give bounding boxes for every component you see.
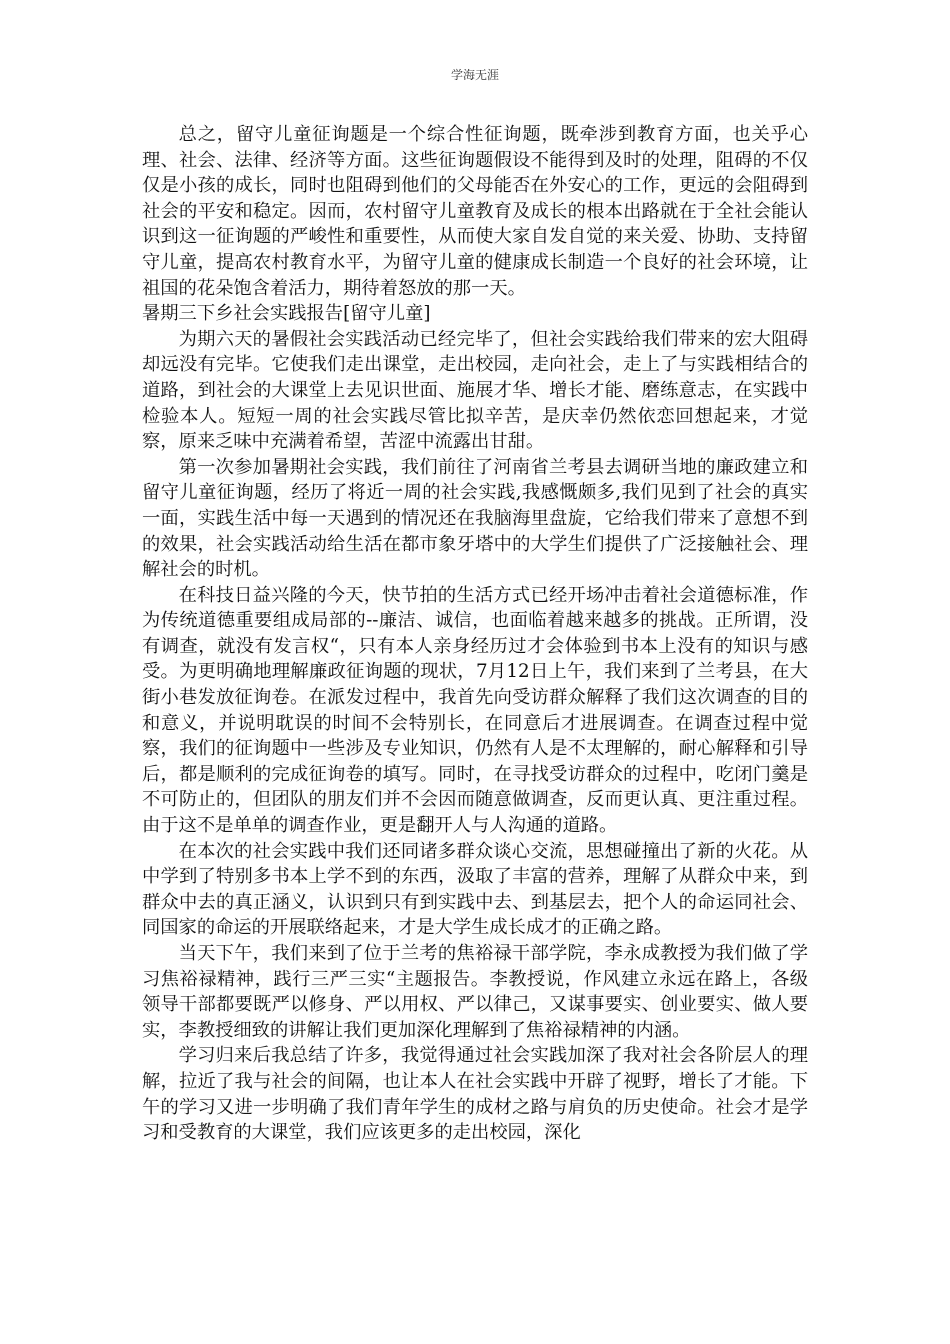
paragraph-summary: 学习归来后我总结了许多，我觉得通过社会实践加深了我对社会各阶层人的理解，拉近了我与社会的间隔，也让本人在社会实践中开辟了视野，增长了才能。下午的学习又进一步明确了我们青年学生的成材之路与肩负的历史使命。社会才是学习和受教育的大课堂，我们应该更多的走出校园，深化	[142, 1045, 808, 1144]
paragraph-survey: 在科技日益兴隆的今天，快节拍的生活方式已经开场冲击着社会道德标准，作为传统道德重要组成局部的--廉洁、诚信，也面临着越来越多的挑战。正所谓，没有调查，就没有发言权“，只有本人亲身经历过才会体验到书本上没有的知识与感受。为更明确地理解廉政征询题的现状，7月12日上午，我们来到了兰考县，在大街小巷发放征询卷。在派发过程中，我首先向受访群众解释了我们这次调查的目的和意义，并说明耽误的时间不会特别长，在同意后才进展调查。在调查过程中觉察，我们的征询题中一些涉及专业知识，仍然有人是不太理解的，耐心解释和引导后，都是顺利的完成征询卷的填写。同时，在寻找受访群众的过程中，吃闭门羹是不可防止的，但团队的朋友们并不会因而随意做调查，反而更认真、更注重过程。由于这不是单单的调查作业，更是翻开人与人沟通的道路。	[142, 584, 808, 837]
paragraph-conclusion: 总之，留守儿童征询题是一个综合性征询题，既牵涉到教育方面，也关乎心理、社会、法律、经济等方面。这些征询题假设不能得到及时的处理，阻碍的不仅仅是小孩的成长，同时也阻碍到他们的父母能否在外安心的工作，更远的会阻碍到社会的平安和稳定。因而，农村留守儿童教育及成长的根本出路就在于全社会能认识到这一征询题的严峻性和重要性，从而使大家自发自觉的来关爱、协助、支持留守儿童，提高农村教育水平，为留守儿童的健康成长制造一个良好的社会环境，让祖国的花朵饱含着活力，期待着怒放的那一天。	[142, 124, 808, 299]
section-heading: 暑期三下乡社会实践报告[留守儿童]	[142, 303, 431, 325]
paragraph-lecture: 当天下午，我们来到了位于兰考的焦裕禄干部学院，李永成教授为我们做了学习焦裕禄精神，践行三严三实“主题报告。李教授说，作风建立永远在路上，各级领导干部都要既严以修身、严以用权、严以律己，又谋事要实、创业要实、做人要实，李教授细致的讲解让我们更加深化理解到了焦裕禄精神的内涵。	[142, 943, 808, 1041]
page-header: 学海无涯	[450, 68, 499, 82]
paragraph-first-practice: 第一次参加暑期社会实践，我们前往了河南省兰考县去调研当地的廉政建立和留守儿童征询题，经历了将近一周的社会实践,我感慨颇多,我们见到了社会的真实一面，实践生活中每一天遇到的情况还在我脑海里盘旋，它给我们带来了意想不到的效果，社会实践活动给生活在都市象牙塔中的大学生们提供了广泛接触社会、理解社会的时机。	[142, 456, 808, 581]
paragraph-intro: 为期六天的暑假社会实践活动已经完毕了，但社会实践给我们带来的宏大阻碍却远没有完毕。它使我们走出课堂，走出校园，走向社会，走上了与实践相结合的道路，到社会的大课堂上去见识世面、施展才华、增长才能、磨练意志，在实践中检验本人。短短一周的社会实践尽管比拟辛苦，是庆幸仍然依恋回想起来，才觉察，原来乏味中充满着希望，苦涩中流露出甘甜。	[142, 328, 808, 453]
paragraph-exchange: 在本次的社会实践中我们还同诸多群众谈心交流，思想碰撞出了新的火花。从中学到了特别多书本上学不到的东西，汲取了丰富的营养，理解了从群众中来，到群众中去的真正涵义，认识到只有到实践中去、到基层去，把个人的命运同社会、同国家的命运的开展联络起来，才是大学生成长成才的正确之路。	[142, 840, 808, 939]
document-body	[142, 122, 808, 1146]
